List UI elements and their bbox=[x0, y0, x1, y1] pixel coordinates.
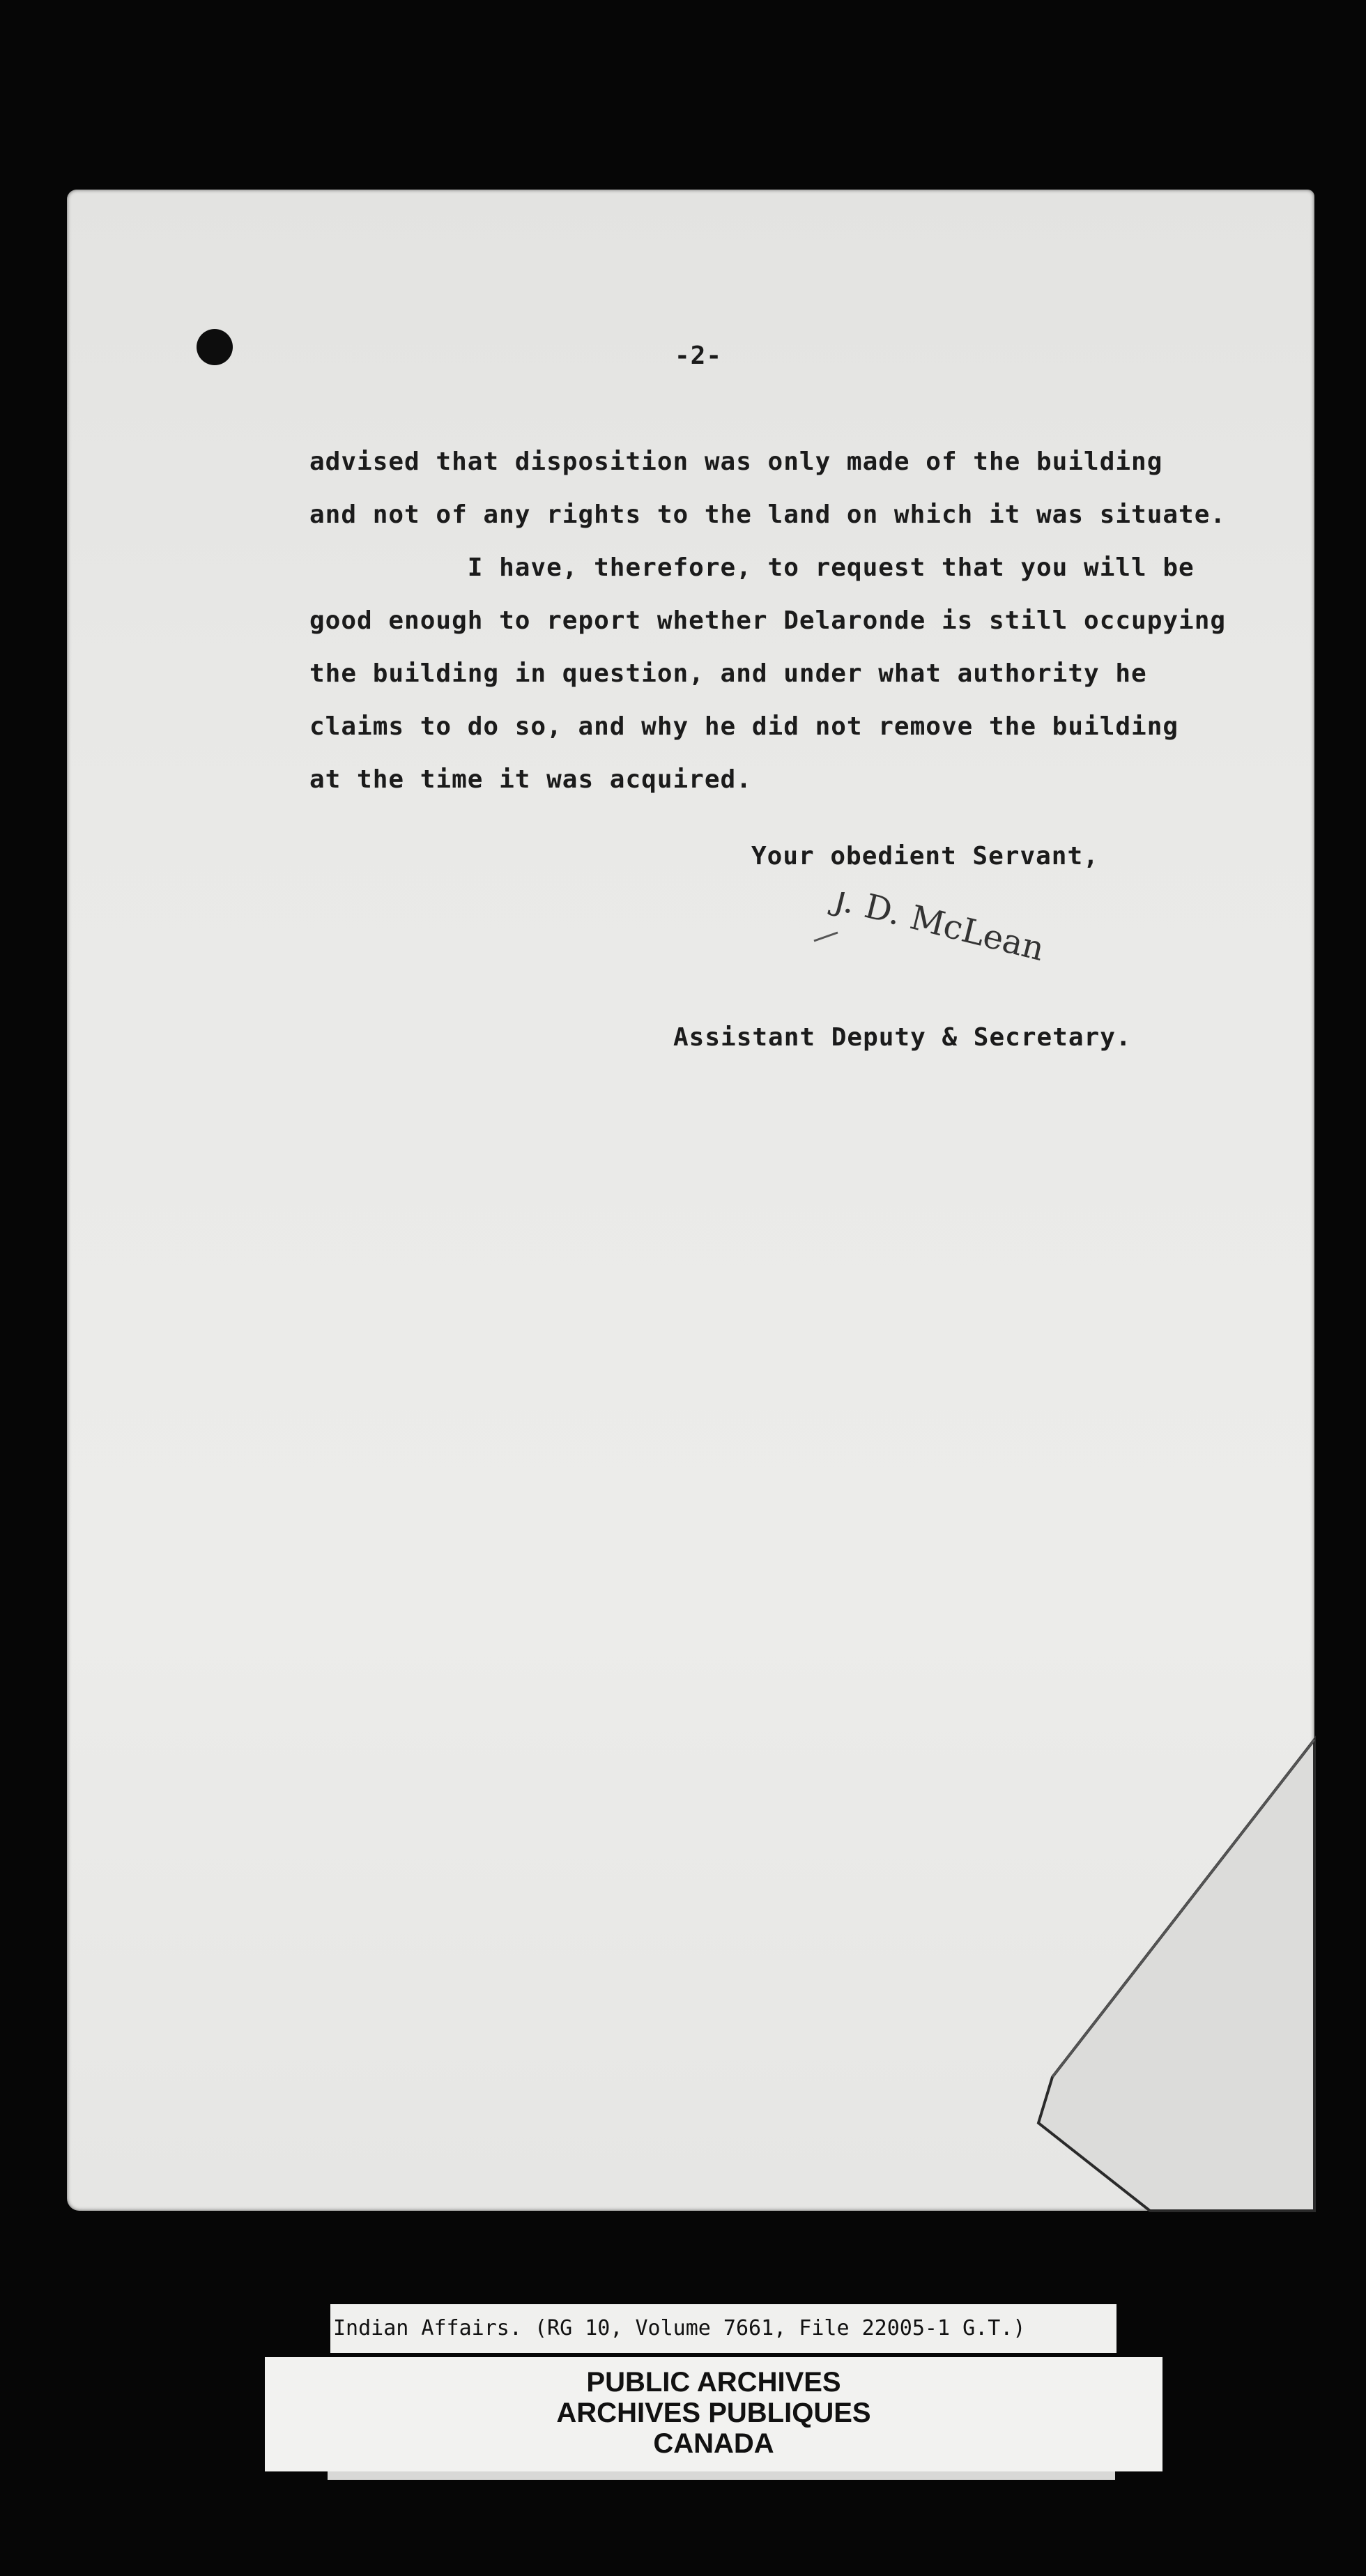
signatory-title: Assistant Deputy & Secretary. bbox=[673, 1023, 1132, 1052]
body-line: at the time it was acquired. bbox=[309, 765, 752, 794]
letter-page bbox=[67, 190, 1314, 2211]
archive-stamp-line: ARCHIVES PUBLIQUES bbox=[556, 2398, 871, 2428]
punch-hole bbox=[197, 329, 233, 365]
signature-text: J. D. McLean bbox=[829, 892, 1048, 969]
body-line: advised that disposition was only made of the building bbox=[309, 447, 1163, 476]
body-line: claims to do so, and why he did not remove the building bbox=[309, 712, 1179, 741]
body-line: I have, therefore, to request that you will be bbox=[309, 553, 1195, 582]
archive-reference-label: Indian Affairs. (RG 10, Volume 7661, File 22005-1 G.T.) bbox=[330, 2304, 1116, 2353]
body-line: good enough to report whether Delaronde is still occupying bbox=[309, 606, 1227, 635]
label-underline bbox=[328, 2471, 1115, 2480]
closing-line: Your obedient Servant, bbox=[751, 842, 1099, 871]
signature-stamp bbox=[801, 892, 1066, 969]
archive-stamp-line: CANADA bbox=[653, 2428, 774, 2459]
archive-stamp-line: PUBLIC ARCHIVES bbox=[586, 2367, 841, 2398]
archive-stamp bbox=[265, 2357, 1162, 2471]
body-line: and not of any rights to the land on which it was situate. bbox=[309, 500, 1227, 529]
page-number: -2- bbox=[675, 342, 723, 370]
body-line: the building in question, and under what authority he bbox=[309, 659, 1147, 688]
